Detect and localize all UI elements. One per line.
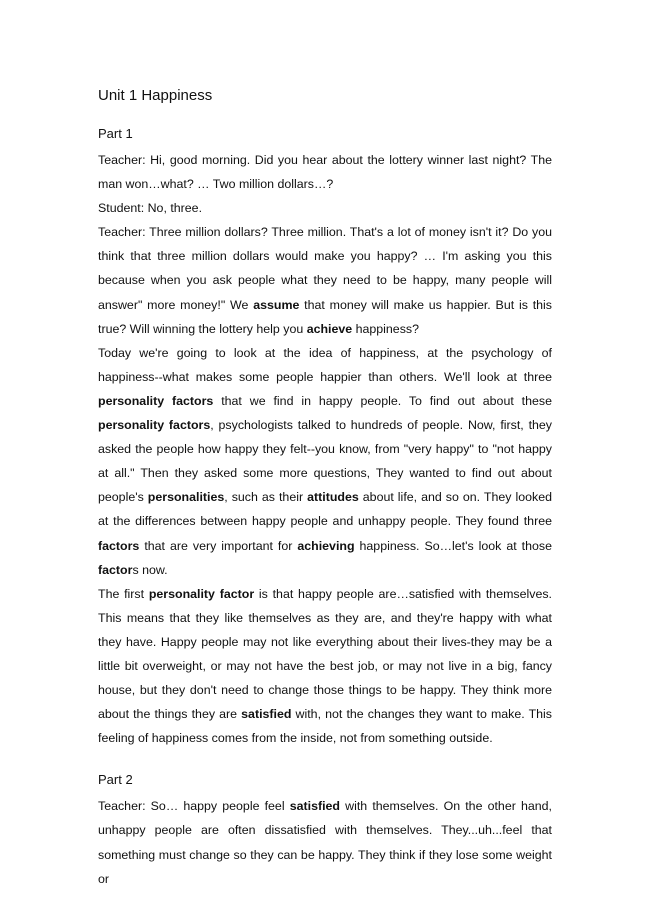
bold-term: personality factors (98, 393, 214, 408)
bold-term: factors (98, 538, 140, 553)
part-2-body (98, 794, 552, 890)
bold-term: assume (253, 297, 300, 312)
bold-term: factor (98, 562, 133, 577)
text-run: that we find in happy people. To find out about these (213, 393, 552, 408)
bold-term: personality factor (148, 586, 255, 601)
text-run: Teacher: Three million dollars? Three million. That's a lot of money isn't it? Do you think that three million dollars would make you happy? … I'm asking you this because when you ask people what they need to be happy, many people will answer" more money!" We (98, 225, 552, 312)
text-run: Teacher: Hi, good morning. Did you hear about the lottery winner last night? The man won…what? … Two million dollars…? (98, 153, 552, 192)
text-run: , such as their (224, 490, 308, 505)
paragraph (98, 582, 552, 751)
text-run: happiness? (352, 321, 419, 336)
part-2-label: Part 2 (98, 772, 133, 788)
text-run: with, not the changes they want to make. This feeling of happiness comes from the inside, not from something outside. (98, 707, 553, 746)
bold-term: attitudes (307, 490, 359, 505)
text-run: s now. (132, 562, 168, 577)
text-run: about life, and so on. They looked at the differences between happy people and unhappy people. They found three (98, 490, 552, 529)
paragraph (98, 148, 552, 196)
text-run: is that happy people are…satisfied with themselves. This means that they like themselves as they are, and they're happy with what they have. Happy people may not like everything about their lives-they may be a little bit overweight, or may not have the best job, or may not live in a big, fancy house, but they don't need to change those things to be happy. They think more about the things they are (98, 586, 552, 722)
text-run: with themselves. On the other hand, unhappy people are often dissatisfied with themselves. They...uh...feel that something must change so they can be happy. They think if they lose some weight or (98, 799, 552, 886)
bold-term: achieve (306, 321, 353, 336)
part-1-section (98, 124, 552, 750)
bold-term: satisfied (289, 799, 340, 814)
text-run: The first (98, 586, 149, 601)
bold-term: personalities (147, 490, 225, 505)
text-run: , psychologists talked to hundreds of people. Now, first, they asked the people how happy they felt--you know, from "very happy" to "not happy at all." Then they asked some more questions, They wanted to find out about people's (98, 418, 552, 505)
part-1-body (98, 148, 552, 750)
text-run: happiness. So…let's look at those (354, 538, 552, 553)
document-title: Unit 1 Happiness (98, 87, 213, 104)
text-run: Teacher: So… happy people feel (98, 799, 290, 814)
section-spacer (98, 750, 552, 770)
paragraph (98, 196, 552, 220)
text-run: Today we're going to look at the idea of happiness, at the psychology of happiness--what makes some people happier than others. We'll look at three (98, 345, 552, 384)
document-page (98, 86, 552, 891)
paragraph (98, 341, 552, 582)
bold-term: satisfied (241, 707, 292, 722)
part-1-label: Part 1 (98, 126, 133, 141)
paragraph (98, 794, 552, 890)
paragraph (98, 220, 552, 340)
text-run: that money will make us happier. But is this true? Will winning the lottery help you (98, 297, 553, 336)
part-2-section (98, 770, 552, 890)
text-run: that are very important for (139, 538, 298, 553)
bold-term: personality factors (98, 418, 211, 433)
bold-term: achieving (297, 538, 355, 553)
text-run: Student: No, three. (98, 201, 203, 216)
